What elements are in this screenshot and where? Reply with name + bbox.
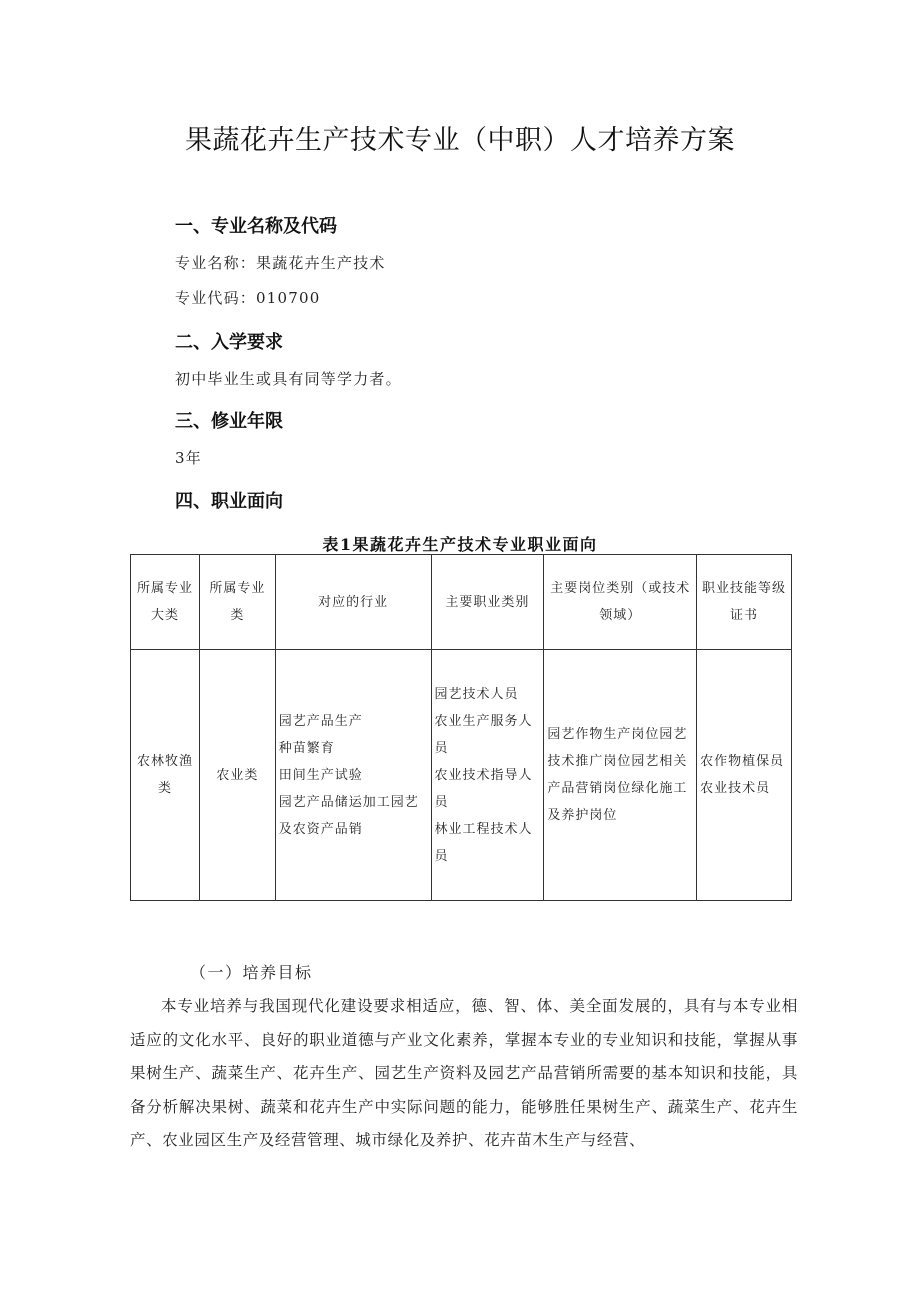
section-heading-major-name: 一、专业名称及代码 bbox=[175, 216, 337, 237]
table-cell-major-category: 农林牧渔类 bbox=[131, 650, 200, 901]
section-heading-admission: 二、入学要求 bbox=[175, 332, 283, 353]
header-cell: 所属专业类 bbox=[199, 555, 275, 650]
table-header-row bbox=[131, 555, 792, 650]
table-cell-occupations: 园艺技术人员 农业生产服务人员 农业技术指导人员 林业工程技术人员 bbox=[431, 650, 544, 901]
section-heading-duration: 三、修业年限 bbox=[175, 411, 283, 432]
subsection-heading-training-goal: （一）培养目标 bbox=[190, 963, 313, 982]
major-name-line: 专业名称：果蔬花卉生产技术 bbox=[175, 254, 386, 272]
table-cell-positions: 园艺作物生产岗位园艺技术推广岗位园艺相关产品营销岗位绿化施工及养护岗位 bbox=[544, 650, 697, 901]
admission-requirement-line: 初中毕业生或具有同等学力者。 bbox=[175, 370, 402, 388]
header-cell: 对应的行业 bbox=[275, 555, 431, 650]
major-code-line: 专业代码：010700 bbox=[175, 289, 321, 307]
document-title: 果蔬花卉生产技术专业（中职）人才培养方案 bbox=[185, 125, 735, 156]
header-cell: 主要岗位类别（或技术领域） bbox=[544, 555, 697, 650]
training-goal-paragraph: 本专业培养与我国现代化建设要求相适应，德、智、体、美全面发展的，具有与本专业相适应的文化水平、良好的职业道德与产业文化素养，掌握本专业的专业知识和技能，掌握从事果树生产、蔬菜生产、花卉生产、园艺生产资料及园艺产品营销所需要的基本知识和技能，具备分析解决果树、蔬菜和花卉生产中实际问题的能力，能够胜任果树生产、蔬菜生产、花卉生产、农业园区生产及经营管理、城市绿化及养护、花卉苗木生产与经营、 bbox=[130, 997, 798, 1149]
duration-line: 3年 bbox=[175, 449, 202, 467]
header-cell: 职业技能等级证书 bbox=[697, 555, 792, 650]
header-cell: 所属专业大类 bbox=[131, 555, 200, 650]
table-cell-certificates: 农作物植保员 农业技术员 bbox=[697, 650, 792, 901]
table-cell-industries: 园艺产品生产 种苗繁育 田间生产试验 园艺产品储运加工园艺及农资产品销 bbox=[275, 650, 431, 901]
table-cell-major-class: 农业类 bbox=[199, 650, 275, 901]
career-orientation-table bbox=[130, 554, 792, 901]
section-heading-career: 四、职业面向 bbox=[175, 491, 283, 512]
header-cell: 主要职业类别 bbox=[431, 555, 544, 650]
table-caption: 表1果蔬花卉生产技术专业职业面向 bbox=[322, 535, 598, 554]
table-row bbox=[131, 650, 792, 901]
